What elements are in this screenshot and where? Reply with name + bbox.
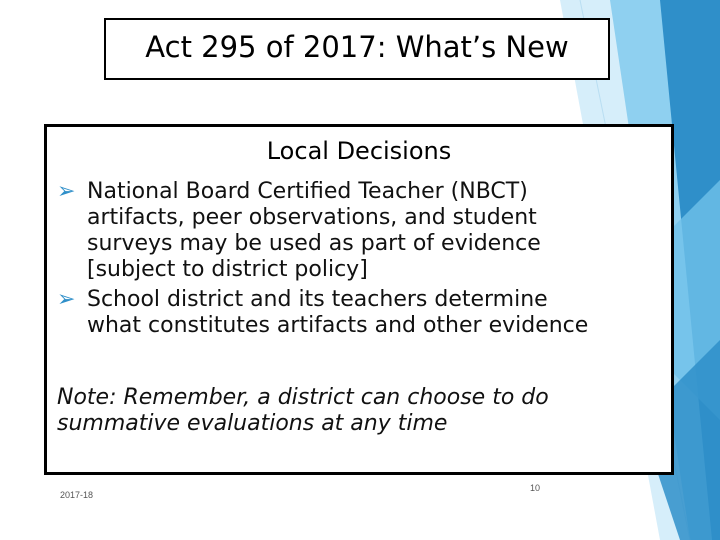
note-line: summative evaluations at any time [57,411,448,436]
slide-title: Act 295 of 2017: What’s New [145,30,569,64]
bullet-line: National Board Certified Teacher (NBCT) [87,179,528,204]
note-line: Note: Remember, a district can choose to do [57,385,549,410]
bullet-line: [subject to district policy] [87,257,368,282]
slide-subtitle: Local Decisions [266,137,452,165]
title-box [104,18,610,80]
bullet-item [57,287,663,339]
note-text [57,385,663,437]
bullet-line: artifacts, peer observations, and student [87,205,537,230]
bullet-list [57,179,663,343]
bullet-line: surveys may be used as part of evidence [87,231,541,256]
bullet-item [57,179,663,283]
page-number: 10 [530,483,541,493]
bullet-line: what constitutes artifacts and other evidence [87,313,589,338]
bullet-line: School district and its teachers determine [87,287,548,312]
arrowhead-bullet-icon: ➢ [57,287,76,312]
footer-date: 2017-18 [60,490,94,500]
content-box [44,124,674,475]
arrowhead-bullet-icon: ➢ [57,179,76,204]
